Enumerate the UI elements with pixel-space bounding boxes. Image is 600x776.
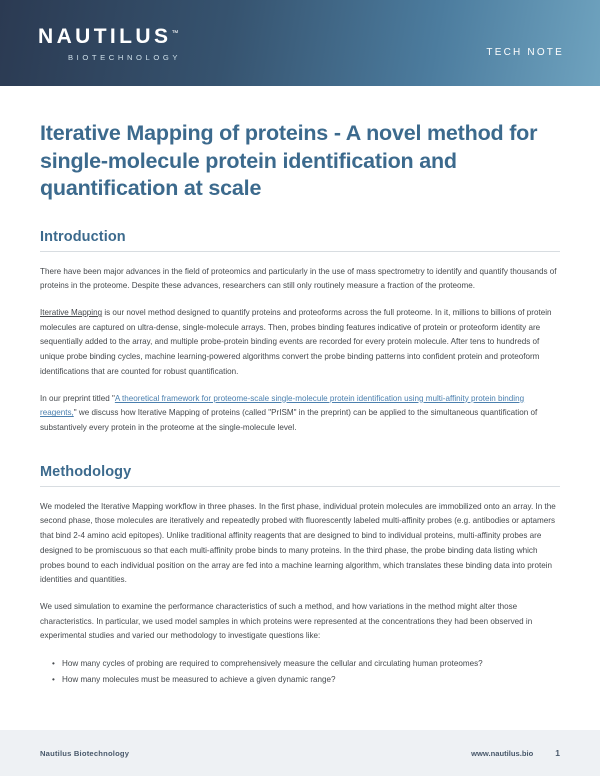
footer-url[interactable]: www.nautilus.bio bbox=[471, 748, 534, 758]
logo-wordmark-text: NAUTILUS bbox=[38, 25, 172, 48]
intro-paragraph-2-rest: is our novel method designed to quantify proteins and proteoforms across the full proteome. In it, millions to billions of protein molecules are captured on ultra-dense, single-molecule arrays. Then, probes binding features indicative of protein or proteoform identity are sequentially added to the array, and multiple probe-protein binding events are recorded for every protein molecule. After tens to hundreds of unique probe binding cycles, machine learning-powered algorithms convert the probe binding patterns into confident protein and proteoform identifications that are counted for robust quantification. bbox=[40, 307, 552, 376]
footer-right-group bbox=[471, 748, 560, 758]
trademark-icon: ™ bbox=[171, 30, 179, 37]
preprint-link[interactable]: A theoretical framework for proteome-scale single-molecule protein identification using multi-affinity protein binding reagents, bbox=[40, 393, 525, 418]
logo-wordmark bbox=[38, 26, 178, 47]
document-content bbox=[0, 86, 600, 687]
preprint-trailing-text: " we discuss how Iterative Mapping of proteins (called "PrISM" in the preprint) can be applied to the simultaneous quantification of substantively every protein in the proteome at the single-molecule level. bbox=[40, 408, 538, 433]
intro-paragraph-1: There have been major advances in the field of proteomics and particularly in the use of mass spectrometry to identify and quantify thousands of proteins in the proteome. Despite these advances, researchers can still only routinely measure a fraction of the proteome. bbox=[40, 266, 557, 291]
list-item: • How many molecules must be measured to achieve a given dynamic range? bbox=[54, 672, 560, 687]
footer-company: Nautilus Biotechnology bbox=[40, 748, 130, 758]
intro-paragraph-2 bbox=[40, 306, 560, 380]
nautilus-logo bbox=[38, 26, 181, 62]
doc-type-label: TECH NOTE bbox=[486, 46, 564, 58]
section-spacer bbox=[40, 448, 560, 464]
section-heading-methodology: Methodology bbox=[40, 463, 132, 480]
list-item: • How many cycles of probing are required to comprehensively measure the cellular and circulating human proteomes? bbox=[54, 656, 560, 671]
section-divider bbox=[40, 251, 560, 252]
section-heading-introduction: Introduction bbox=[40, 228, 126, 245]
preprint-lead-in: In our preprint titled " bbox=[40, 393, 115, 403]
iterative-mapping-term: Iterative Mapping bbox=[40, 307, 103, 317]
footer-page-number: 1 bbox=[555, 748, 560, 758]
intro-paragraph-3 bbox=[40, 392, 560, 436]
methodology-question-list bbox=[40, 656, 560, 687]
methodology-paragraph-2: We used simulation to examine the performance characteristics of such a method, and how variations in the method might alter those characteristics. In particular, we used model samples in which proteins were represented at the concentrations they had been observed in experimental studies and varied our methodology to investigate questions like: bbox=[40, 602, 533, 641]
page-footer bbox=[0, 730, 600, 776]
page-title: Iterative Mapping of proteins - A novel method for single-molecule protein identification and quantification at scale bbox=[40, 121, 538, 201]
logo-subtitle: BIOTECHNOLOGY bbox=[68, 53, 182, 62]
page-header bbox=[0, 0, 600, 86]
methodology-paragraph-1: We modeled the Iterative Mapping workflow in three phases. In the first phase, individual protein molecules are immobilized onto an array. In the second phase, those molecules are iteratively and repeatedly probed with fluorescently labeled multi-affinity probes (e.g. antibodies or aptamers that bind 2-4 amino acid epitopes). Unlike traditional affinity reagents that are designed to bind to individual proteins, multi-affinity probes are designed to be promiscuous so that each multi-affinity probe binds to many proteins. In the third phase, the probe binding data listing which probes bound to each individual position on the array are fed into a machine learning algorithm, which translates these binding data into protein identities and quantities. bbox=[40, 501, 556, 585]
section-divider bbox=[40, 486, 560, 487]
